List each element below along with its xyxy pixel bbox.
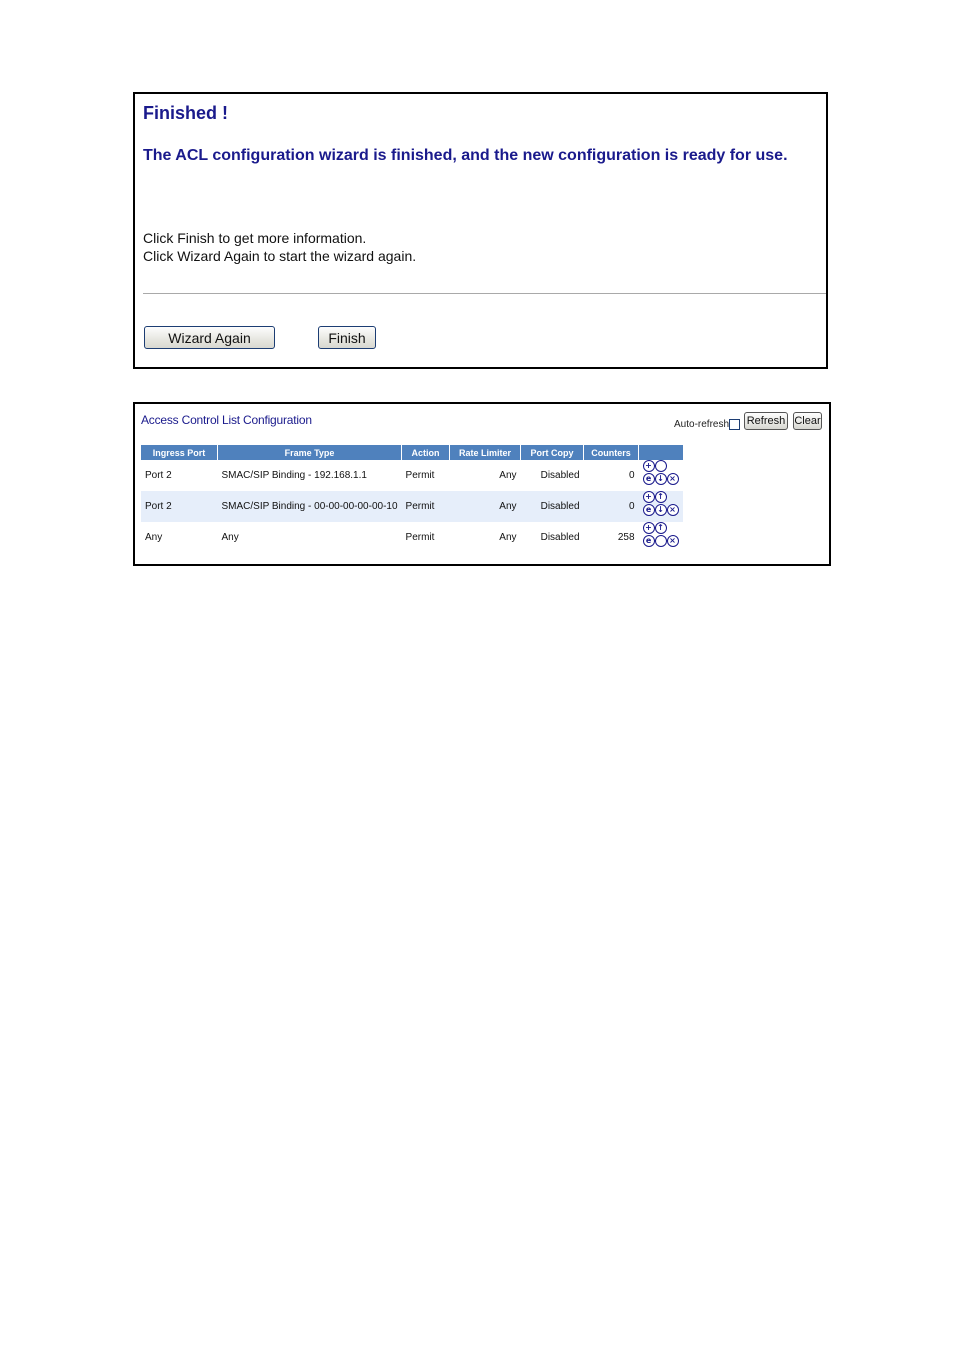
auto-refresh-label: Auto-refresh: [674, 419, 730, 430]
finish-button[interactable]: Finish: [318, 326, 376, 349]
cell-frame-type: Any: [221, 532, 239, 543]
divider: [143, 293, 826, 294]
cell-ingress-port: Port 2: [145, 470, 172, 481]
cell-rate-limiter: Any: [499, 532, 517, 543]
wizard-subtitle: The ACL configuration wizard is finished, and the new configuration is ready for use.: [143, 147, 788, 164]
cell-action: Permit: [402, 491, 450, 522]
move-up-icon: [655, 460, 667, 472]
column-header-ingress-port: Ingress Port: [141, 445, 218, 460]
table-row: [141, 522, 683, 553]
cell-ingress-port: Any: [145, 532, 163, 543]
wizard-finished-panel: [133, 92, 828, 369]
cell-counters: 0: [628, 470, 635, 481]
edit-icon[interactable]: e: [643, 535, 655, 547]
clear-button[interactable]: Clear: [793, 412, 822, 430]
cell-counters: 258: [617, 532, 635, 543]
table-row: [141, 491, 683, 522]
cell-ingress-port: Port 2: [141, 491, 218, 522]
delete-icon[interactable]: ×: [667, 504, 679, 516]
column-header-port-copy: Port Copy: [521, 445, 584, 460]
column-header-rate-limiter: Rate Limiter: [450, 445, 521, 460]
cell-port-copy: Disabled: [521, 491, 584, 522]
move-down-icon: [655, 535, 667, 547]
delete-icon[interactable]: ×: [667, 535, 679, 547]
plus-icon[interactable]: +: [643, 522, 655, 534]
acl-table-header: [141, 445, 683, 460]
cell-rate-limiter: Any: [499, 470, 517, 481]
cell-counters: 0: [584, 491, 639, 522]
cell-row-controls: [639, 522, 683, 553]
cell-row-controls: [639, 491, 683, 522]
move-down-icon[interactable]: ↓: [655, 504, 667, 516]
column-header-frame-type: Frame Type: [218, 445, 402, 460]
acl-configuration-panel: [133, 402, 831, 566]
wizard-title: Finished !: [143, 103, 228, 123]
cell-port-copy: Disabled: [540, 470, 580, 481]
move-up-icon[interactable]: ↑: [655, 522, 667, 534]
cell-port-copy: Disabled: [540, 532, 580, 543]
cell-row-controls: [639, 460, 683, 491]
auto-refresh-checkbox[interactable]: [729, 419, 740, 430]
table-row: [141, 460, 683, 491]
refresh-button[interactable]: Refresh: [744, 412, 788, 430]
column-header-controls: [639, 445, 683, 460]
wizard-instruction-again: Click Wizard Again to start the wizard again.: [143, 248, 417, 264]
edit-icon[interactable]: e: [643, 473, 655, 485]
column-header-counters: Counters: [584, 445, 639, 460]
plus-icon[interactable]: +: [643, 460, 655, 472]
wizard-instruction-finish: Click Finish to get more information.: [143, 230, 367, 246]
wizard-again-button[interactable]: Wizard Again: [144, 326, 275, 349]
plus-icon[interactable]: +: [643, 491, 655, 503]
delete-icon[interactable]: ×: [667, 473, 679, 485]
cell-action: Permit: [405, 532, 435, 543]
cell-frame-type: SMAC/SIP Binding - 192.168.1.1: [221, 470, 367, 481]
row-controls: [643, 460, 679, 491]
row-controls: [643, 491, 679, 522]
acl-table: [141, 445, 683, 553]
acl-page-title: Access Control List Configuration: [141, 413, 312, 427]
cell-action: Permit: [405, 470, 435, 481]
edit-icon[interactable]: e: [643, 504, 655, 516]
column-header-action: Action: [402, 445, 450, 460]
cell-rate-limiter: Any: [450, 491, 521, 522]
move-down-icon[interactable]: ↓: [655, 473, 667, 485]
row-controls: [643, 522, 679, 553]
cell-frame-type: SMAC/SIP Binding - 00-00-00-00-00-10: [218, 491, 402, 522]
move-up-icon[interactable]: ↑: [655, 491, 667, 503]
